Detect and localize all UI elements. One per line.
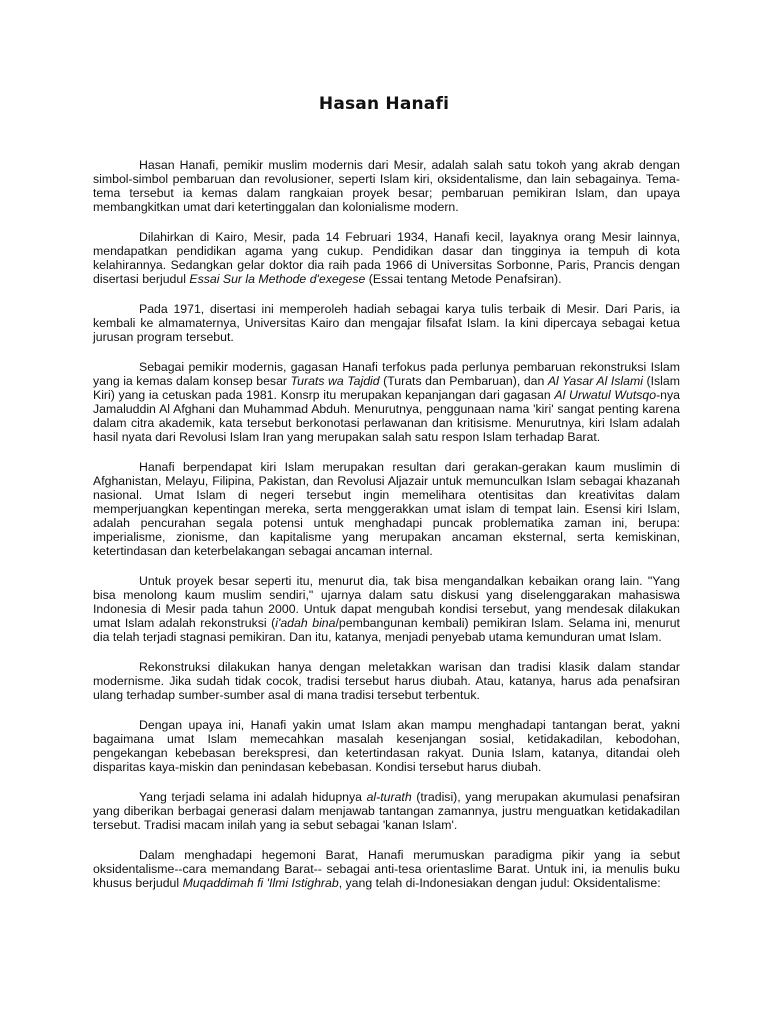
paragraph — [93, 848, 680, 890]
document-title: Hasan Hanafi — [318, 94, 450, 114]
italic-text: Essai Sur la Methode d'exegese — [189, 272, 366, 286]
paragraph — [93, 360, 680, 444]
text-run: Dilahirkan di Kairo, Mesir, pada 14 Februari 1934, Hanafi kecil, layaknya orang Mesir lainnya, mendapatkan pendidikan agama yang cukup. Pendidikan dasar dan tingginya ia tempuh di kota kelahirannya. Sedangkan gelar doktor dia raih pada 1966 di Universitas Sorbonne, Paris, Prancis dengan disertasi berjudul — [93, 230, 680, 286]
italic-text: Al Urwatul Wutsqo — [554, 388, 657, 402]
paragraph — [93, 574, 680, 644]
text-run: /pembangunan kembali) pemikiran Islam. Selama ini, menurut dia telah terjadi stagnasi pemikiran. Dan itu, katanya, menjadi penyebab utama kemunduran umat Islam. — [93, 616, 680, 644]
text-run: (tradisi), yang merupakan akumulasi penafsiran yang diberikan berbagai generasi dalam menjawab tantangan zamannya, justru menguatkan ketidakadilan tersebut. Tradisi macam inilah yang ia sebut sebagai 'kanan Islam'. — [93, 790, 680, 832]
text-run: Dengan upaya ini, Hanafi yakin umat Islam akan mampu menghadapi tantangan berat, yakni bagaimana umat Islam memecahkan masalah kesenjangan sosial, ketidakadilan, kebodohan, pengekangan kebebasan berekspresi, dan ketertindasan rakyat. Dunia Islam, katanya, ditandai oleh disparitas kaya-miskin dan penindasan kebebasan. Kondisi tersebut harus diubah. — [93, 718, 680, 774]
text-run: Sebagai pemikir modernis, gagasan Hanafi terfokus pada perlunya pembaruan rekonstruksi Islam yang ia kemas dalam konsep besar — [93, 360, 680, 388]
paragraph — [93, 302, 680, 344]
text-run: (Islam Kiri) yang ia cetuskan pada 1981. Konsrp itu merupakan kepanjangan dari gagasan — [93, 374, 680, 402]
italic-text: al-turath — [366, 790, 412, 804]
paragraph — [93, 790, 680, 832]
text-run: -nya Jamaluddin Al Afghani dan Muhammad Abduh. Menurutnya, penggunaan nama 'kiri' sangat penting karena dalam citra akademik, kata tersebut berkonotasi perlawanan dan kritisisme. Menurutnya, kiri Islam adalah hasil nyata dari Revolusi Islam Iran yang merupakan salah satu respon Islam terhadap Barat. — [93, 388, 680, 444]
text-run: Rekonstruksi dilakukan hanya dengan meletakkan warisan dan tradisi klasik dalam standar modernisme. Jika sudah tidak cocok, tradisi tersebut harus diubah. Atau, katanya, harus ada penafsiran ulang terhadap sumber-sumber asal di mana tradisi tersebut terbentuk. — [93, 660, 680, 702]
paragraph — [93, 660, 680, 702]
text-run: Yang terjadi selama ini adalah hidupnya — [139, 790, 367, 804]
italic-text: Turats wa Tajdid — [290, 374, 380, 388]
text-run: Hanafi berpendapat kiri Islam merupakan resultan dari gerakan-gerakan kaum muslimin di Afghanistan, Melayu, Filipina, Pakistan, dan Revolusi Aljazair untuk memunculkan Islam sebagai khazanah nasional. Umat Islam di negeri tersebut ingin memelihara otentisitas dan kreativitas dalam memperjuangkan kepentingan mereka, serta menggerakkan umat islam di tempat lain. Esensi kiri Islam, adalah pencurahan segala potensi untuk menghadapi puncak problematika zaman ini, berupa: imperialisme, zionisme, dan kapitalisme yang merupakan ancaman eksternal, serta kemiskinan, ketertindasan dan keterbelakangan sebagai ancaman internal. — [93, 460, 680, 558]
paragraph — [93, 230, 680, 286]
italic-text: Muqaddimah fi 'Ilmi Istighrab — [182, 876, 339, 890]
text-run: (Turats dan Pembaruan), dan — [379, 374, 548, 388]
italic-text: Al Yasar Al Islami — [547, 374, 643, 388]
text-run: Pada 1971, disertasi ini memperoleh hadiah sebagai karya tulis terbaik di Mesir. Dari Paris, ia kembali ke almamaternya, Universitas Kairo dan mengajar filsafat Islam. Ia kini dipercaya sebagai ketua jurusan program tersebut. — [93, 302, 680, 344]
text-run: , yang telah di-Indonesiakan dengan judul: Oksidentalisme: — [338, 876, 661, 890]
italic-text: i'adah bina — [275, 616, 336, 630]
text-run: Untuk proyek besar seperti itu, menurut dia, tak bisa mengandalkan kebaikan orang lain. "Yang bisa menolong kaum muslim sendiri," ujarnya dalam satu diskusi yang diselenggarakan mahasiswa Indonesia di Mesir pada tahun 2000. Untuk dapat mengubah kondisi tersebut, yang mendesak dilakukan umat Islam adalah rekonstruksi ( — [93, 574, 680, 630]
paragraph — [93, 718, 680, 774]
paragraph — [93, 158, 680, 214]
document-body — [93, 158, 680, 906]
paragraph — [93, 460, 680, 558]
text-run: Hasan Hanafi, pemikir muslim modernis dari Mesir, adalah salah satu tokoh yang akrab dengan simbol-simbol pembaruan dan revolusioner, seperti Islam kiri, oksidentalisme, dan lain sebagainya. Tema-tema tersebut ia kemas dalam rangkaian proyek besar; pembaruan pemikiran Islam, dan upaya membangkitkan umat dari ketertinggalan dan kolonialisme modern. — [93, 158, 680, 214]
text-run: (Essai tentang Metode Penafsiran). — [365, 272, 562, 286]
text-run: Dalam menghadapi hegemoni Barat, Hanafi merumuskan paradigma pikir yang ia sebut oksidentalisme--cara memandang Barat-- sebagai anti-tesa orientaslime Barat. Untuk ini, ia menulis buku khusus berjudul — [93, 848, 680, 890]
